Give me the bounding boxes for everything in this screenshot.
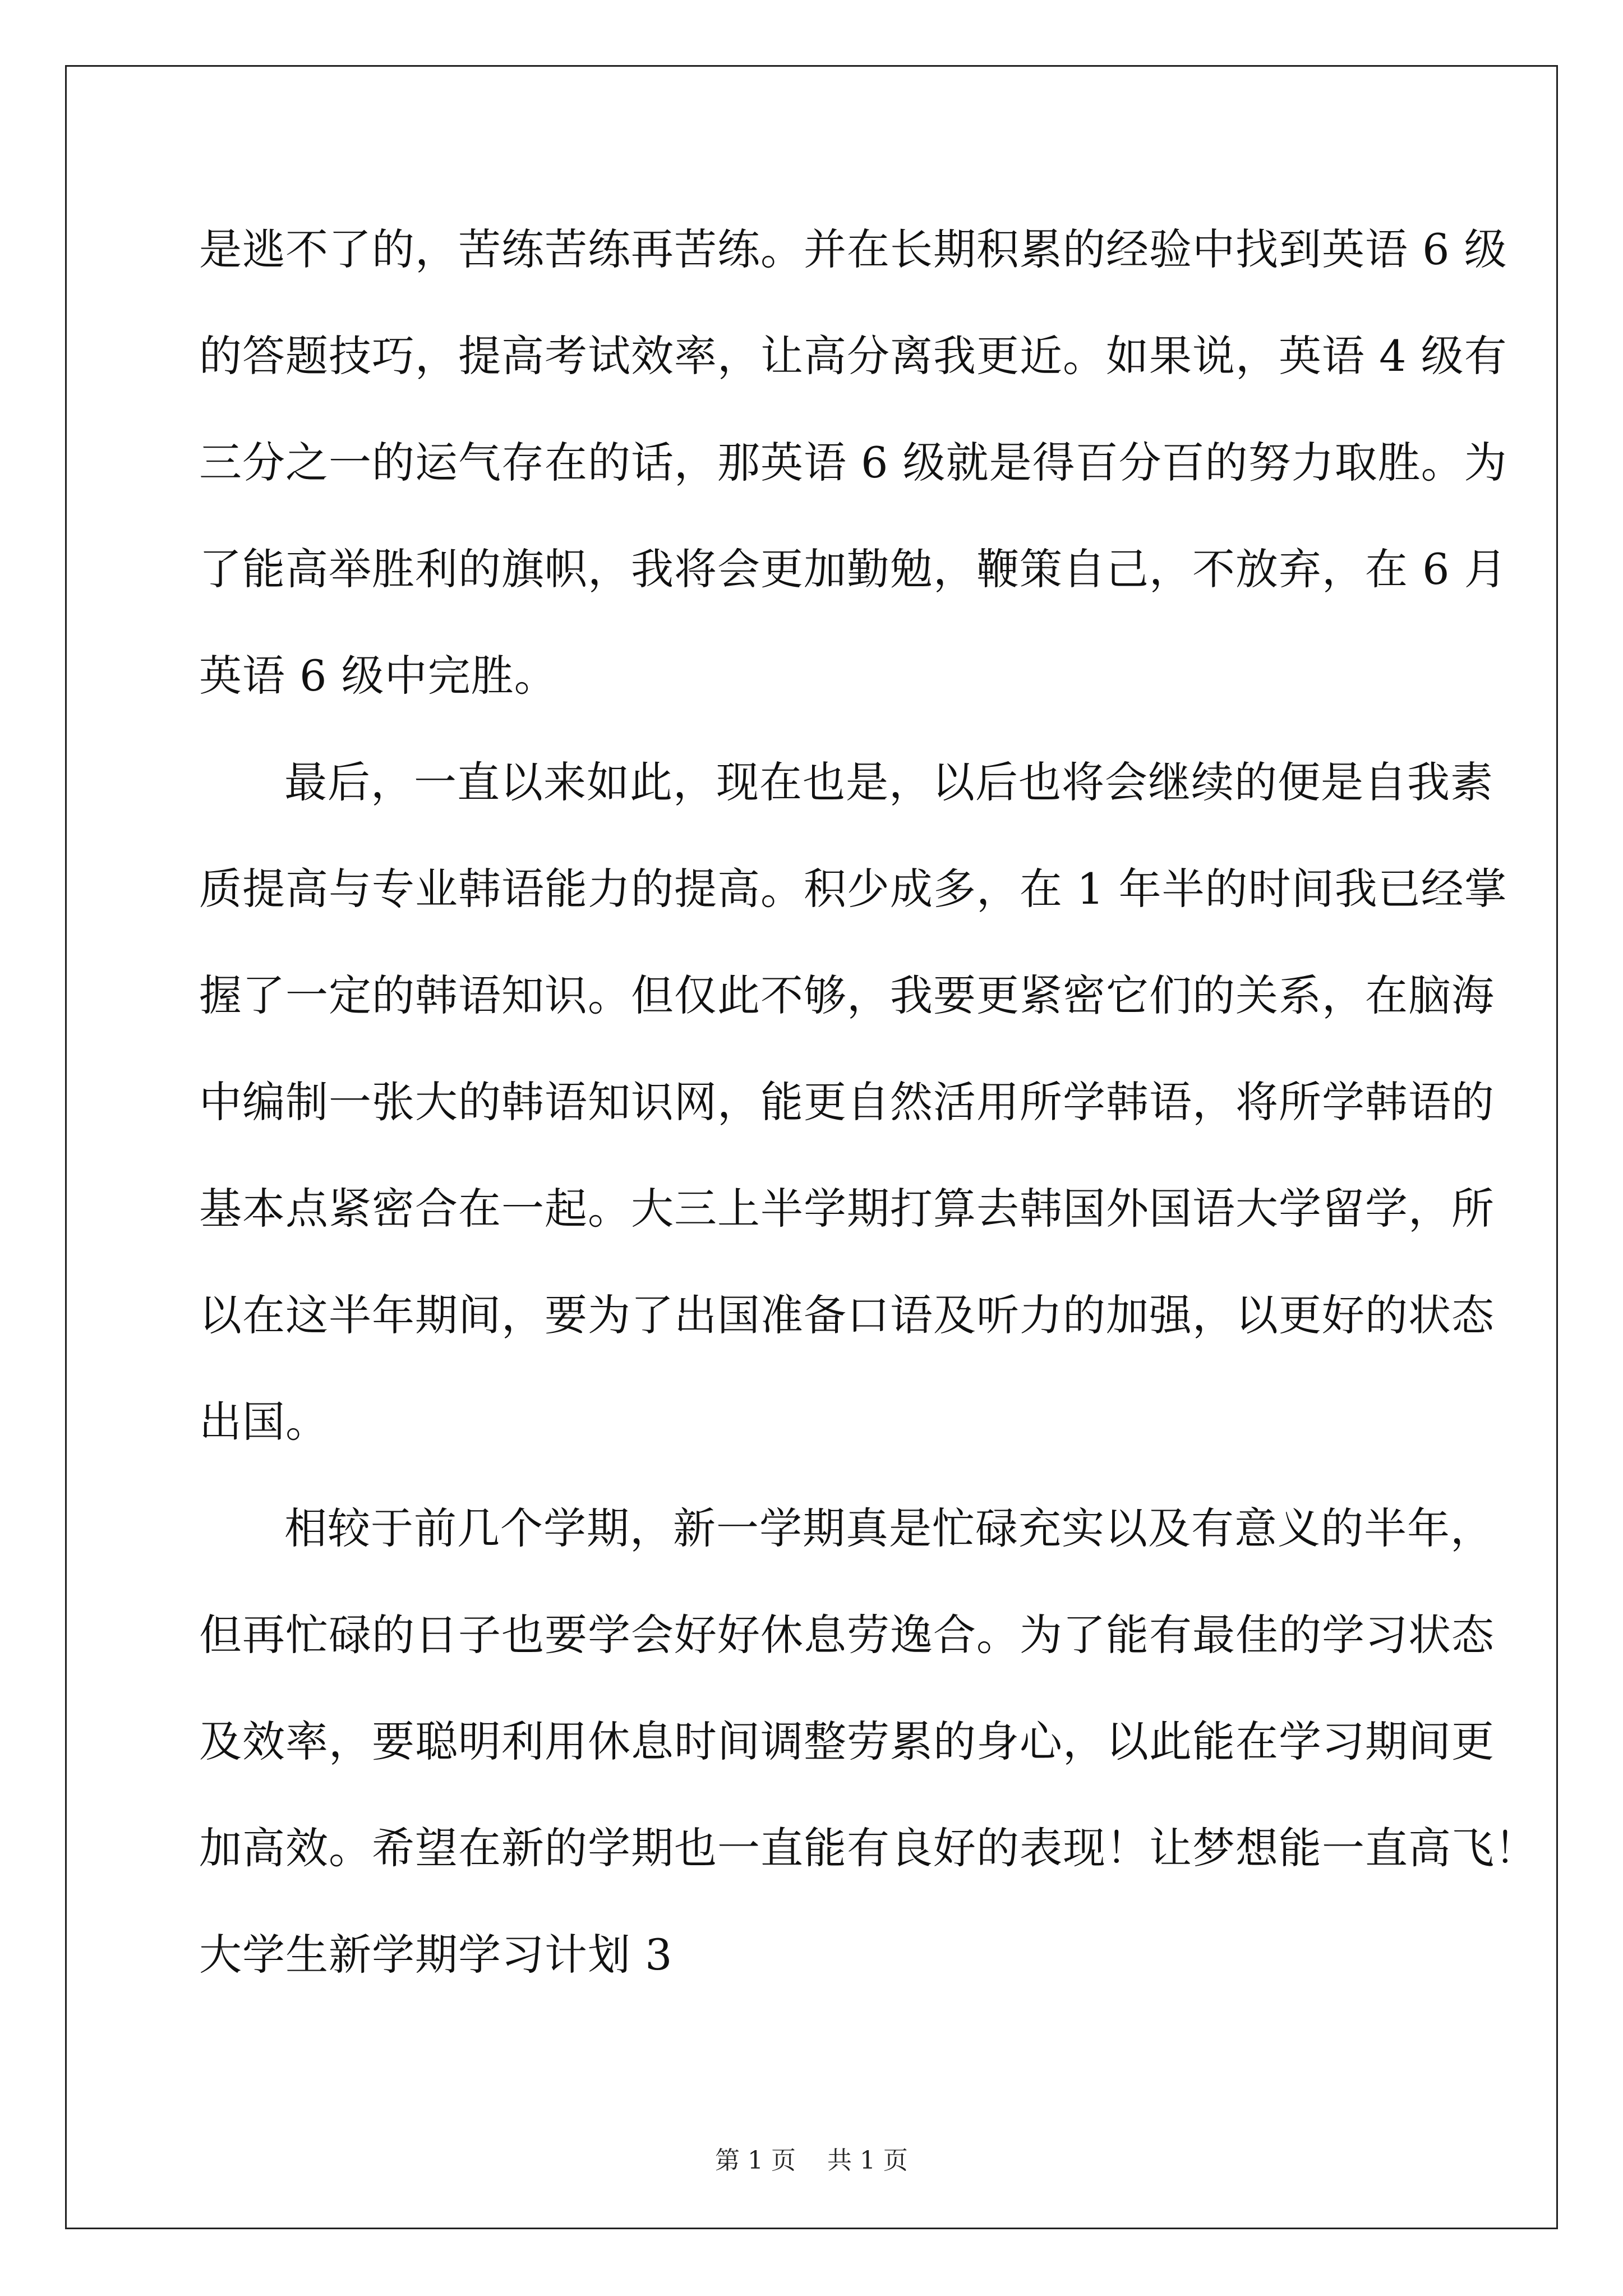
paragraph-line: 三分之一的运气存在的话，那英语 6 级就是得百分百的努力取胜。为: [199, 438, 1507, 487]
paragraph-line: 握了一定的韩语知识。但仅此不够，我要更紧密它们的关系，在脑海: [199, 970, 1495, 1020]
paragraph-line: 最后，一直以来如此，现在也是，以后也将会继续的便是自我素: [284, 757, 1493, 807]
paragraph-line: 了能高举胜利的旗帜，我将会更加勤勉，鞭策自己，不放弃，在 6 月: [199, 544, 1507, 594]
paragraph-line: 基本点紧密合在一起。大三上半学期打算去韩国外国语大学留学，所: [199, 1184, 1495, 1234]
paragraph-line: 的答题技巧，提高考试效率，让高分离我更近。如果说，英语 4 级有: [199, 331, 1507, 381]
paragraph-line: 出国。: [199, 1397, 329, 1447]
paragraph-line: 相较于前几个学期，新一学期真是忙碌充实以及有意义的半年，: [284, 1503, 1493, 1553]
paragraph-line: 加高效。希望在新的学期也一直能有良好的表现！让梦想能一直高飞！: [199, 1823, 1538, 1873]
paragraph-line: 英语 6 级中完胜。: [199, 651, 557, 701]
section-heading: 大学生新学期学习计划 3: [199, 1930, 673, 1980]
page-footer: 第 1 页 共 1 页: [715, 2146, 908, 2175]
paragraph-line: 以在这半年期间，要为了出国准备口语及听力的加强，以更好的状态: [199, 1290, 1495, 1340]
paragraph-line: 是逃不了的，苦练苦练再苦练。并在长期积累的经验中找到英语 6 级: [199, 224, 1507, 274]
paragraph-line: 中编制一张大的韩语知识网，能更自然活用所学韩语，将所学韩语的: [199, 1077, 1495, 1127]
paragraph-line: 质提高与专业韩语能力的提高。积少成多，在 1 年半的时间我已经掌: [199, 864, 1507, 914]
document-body: [199, 216, 1538, 1989]
paragraph-line: 及效率，要聪明利用休息时间调整劳累的身心，以此能在学习期间更: [199, 1717, 1495, 1766]
paragraph-line: 但再忙碌的日子也要学会好好休息劳逸合。为了能有最佳的学习状态: [199, 1610, 1495, 1660]
